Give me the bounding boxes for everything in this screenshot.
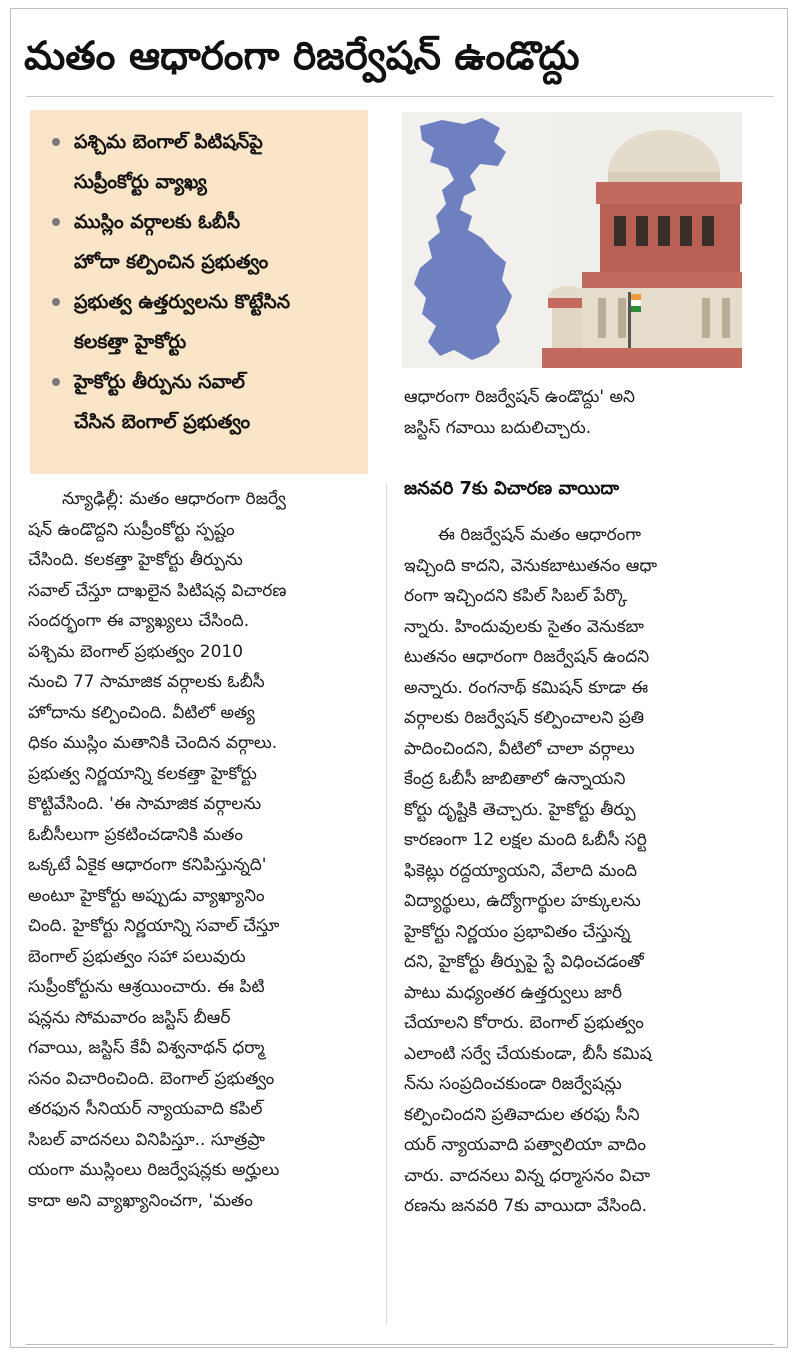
column-divider: [386, 484, 387, 1324]
body-text-line: చారు. వాదనలు విన్న ధర్మాసనం విచా: [404, 1165, 651, 1186]
article-headline: మతం ఆధారంగా రిజర్వేషన్ ఉండొద్దు: [24, 34, 580, 79]
highlight-item: [48, 282, 358, 362]
body-text-line: సుప్రీంకోర్టును ఆశ్రయించారు. ఈ పిటి: [28, 977, 265, 997]
body-text-line: హోదాను కల్పించింది. వీటిలో అత్య: [28, 702, 255, 723]
body-text-line: రణను జనవరి 7కు వాయిదా వేసింది.: [404, 1196, 648, 1216]
body-text-line: తరఫున సీనియర్ న్యాయవాది కపిల్: [28, 1099, 263, 1119]
body-text-line: న్‌ను సంప్రదించకుండా రిజర్వేషన్లు: [404, 1074, 622, 1094]
highlight-text: హైకోర్టు తీర్పును సవాల్: [74, 371, 245, 393]
body-text-line: కేంద్ర ఓబీసీ జాబితాలో ఉన్నాయని: [404, 769, 626, 789]
body-text-line: పశ్చిమ బెంగాల్ ప్రభుత్వం 2010: [28, 641, 244, 662]
section-subhead: జనవరి 7కు విచారణ వాయిదా: [404, 478, 620, 499]
body-text-line: ఇచ్చింది కాదని, వెనుకబాటుతనం ఆధా: [404, 555, 658, 576]
bullet-icon: [52, 138, 60, 146]
body-text-line: పాటు మధ్యంతర ఉత్తర్వులు జారీ: [404, 982, 623, 1003]
highlights-box: [30, 110, 368, 474]
body-text-line: చేయాలని కోరారు. బెంగాల్ ప్రభుత్వం: [404, 1013, 644, 1033]
body-text-line: ప్రభుత్వ నిర్ణయాన్ని కలకత్తా హైకోర్టు: [28, 763, 257, 784]
body-text-line: సందర్భంగా ఈ వ్యాఖ్యలు చేసింది.: [28, 611, 250, 631]
body-text-line: ధికం ముస్లిం మతానికి చెందిన వర్గాలు.: [28, 733, 278, 753]
right-column-top: [404, 382, 744, 443]
body-text-line: సిబల్ వాదనలు వినిపిస్తూ.. సూత్రప్రా: [28, 1129, 265, 1150]
right-column-body: [404, 520, 744, 1222]
body-text-line: నుంచి 77 సామాజిక వర్గాలకు ఓబీసీ: [28, 672, 265, 692]
bullet-icon: [52, 298, 60, 306]
body-text-line: ఒక్కటే ఏకైక ఆధారంగా కనిపిస్తున్నది': [28, 855, 267, 875]
body-text-line: దని, హైకోర్టు తీర్పుపై స్టే విధించడంతో: [404, 952, 644, 972]
highlights-list: [48, 122, 358, 442]
highlight-item: [48, 202, 358, 282]
body-text-line: చేసింది. కలకత్తా హైకోర్టు తీర్పును: [28, 550, 243, 570]
highlight-item: [48, 362, 358, 442]
highlight-item: [48, 122, 358, 202]
body-text-line: సనం విచారించింది. బెంగాల్ ప్రభుత్వం: [28, 1068, 275, 1089]
body-text-line: రంగా ఇచ్చిందని కపిల్ సిబల్ పేర్కొ: [404, 586, 628, 606]
body-text-line: వర్గాలకు రిజర్వేషన్ కల్పించాలని ప్రతి: [404, 708, 645, 728]
body-text-line: న్యూఢిల్లీ: మతం ఆధారంగా రిజర్వే: [62, 489, 286, 509]
news-photo: [402, 112, 742, 368]
body-text-line: కొట్టివేసింది. 'ఈ సామాజిక వర్గాలను: [28, 794, 262, 814]
body-text-line: ఆధారంగా రిజర్వేషన్ ఉండొద్దు' అని: [404, 387, 635, 407]
body-text-line: టుతనం ఆధారంగా రిజర్వేషన్ ఉందని: [404, 647, 650, 667]
body-text-line: ఎలాంటి సర్వే చేయకుండా, బీసీ కమిష: [404, 1043, 652, 1064]
body-text-line: కల్పించిందని ప్రతివాదుల తరఫు సీని: [404, 1104, 640, 1125]
body-text-line: సవాల్ చేస్తూ దాఖలైన పిటిషన్ల విచారణ: [28, 580, 287, 601]
body-text-line: పాదించిందని, వీటిలో చాలా వర్గాలు: [404, 738, 635, 759]
footer-rule: [26, 1344, 774, 1345]
body-text-line: కాదా అని వ్యాఖ్యానించగా, 'మతం: [28, 1190, 253, 1211]
body-text-line: కోర్టు దృష్టికి తెచ్చారు. హైకోర్టు తీర్పు: [404, 799, 636, 820]
highlight-text: ప్రభుత్వ ఉత్తర్వులను కొట్టేసిన: [74, 291, 291, 313]
highlight-text: హోదా కల్పించిన ప్రభుత్వం: [74, 251, 269, 273]
body-text-line: అన్నారు. రంగనాథ్ కమిషన్ కూడా ఈ: [404, 677, 649, 698]
highlight-text: సుప్రీంకోర్టు వ్యాఖ్య: [74, 171, 207, 193]
highlight-text: కలకత్తా హైకోర్టు: [74, 331, 187, 353]
body-text-line: చింది. హైకోర్టు నిర్ణయాన్ని సవాల్ చేస్తూ: [28, 916, 280, 936]
highlight-text: పశ్చిమ బెంగాల్ పిటిషన్‌పై: [74, 131, 263, 153]
headline-rule: [26, 96, 774, 97]
body-text-line: న్నారు. హిందువులకు సైతం వెనుకబా: [404, 616, 644, 637]
body-text-line: యంగా ముస్లింలు రిజర్వేషన్లకు అర్హులు: [28, 1160, 280, 1180]
body-text-line: జస్టిస్ గవాయి బదులిచ్చారు.: [404, 417, 592, 438]
body-text-line: ఈ రిజర్వేషన్ మతం ఆధారంగా: [438, 525, 641, 545]
bullet-icon: [52, 378, 60, 386]
body-text-line: షన్ ఉండొద్దని సుప్రీంకోర్టు స్పష్టం: [28, 519, 235, 540]
body-text-line: ఓబీసీలుగా ప్రకటించడానికి మతం: [28, 824, 243, 845]
photo-illustration: [402, 112, 742, 368]
body-text-line: గవాయి, జస్టిస్ కేవీ విశ్వనాథన్ ధర్మా: [28, 1038, 265, 1058]
body-text-line: కారణంగా 12 లక్షల మంది ఓబీసీ సర్టి: [404, 830, 647, 850]
highlight-text: ముస్లిం వర్గాలకు ఓబీసీ: [74, 211, 241, 233]
bullet-icon: [52, 218, 60, 226]
body-text-line: హైకోర్టు నిర్ణయం ప్రభావితం చేస్తున్న: [404, 921, 631, 942]
body-text-line: బెంగాల్ ప్రభుత్వం సహా పలువురు: [28, 946, 246, 967]
body-text-line: ఫికెట్లు రద్దయ్యాయని, వేలాది మంది: [404, 860, 638, 881]
body-text-line: అంటూ హైకోర్టు అప్పుడు వ్యాఖ్యానిం: [28, 885, 265, 906]
left-column-body: [28, 484, 374, 1216]
body-text-line: షన్లను సోమవారం జస్టిస్ బీఆర్: [28, 1007, 231, 1028]
highlight-text: చేసిన బెంగాల్ ప్రభుత్వం: [74, 411, 251, 433]
body-text-line: యర్ న్యాయవాది పత్వాలియా వాదిం: [404, 1135, 646, 1155]
body-text-line: విద్యార్థులు, ఉద్యోగార్థుల హక్కులను: [404, 891, 641, 911]
